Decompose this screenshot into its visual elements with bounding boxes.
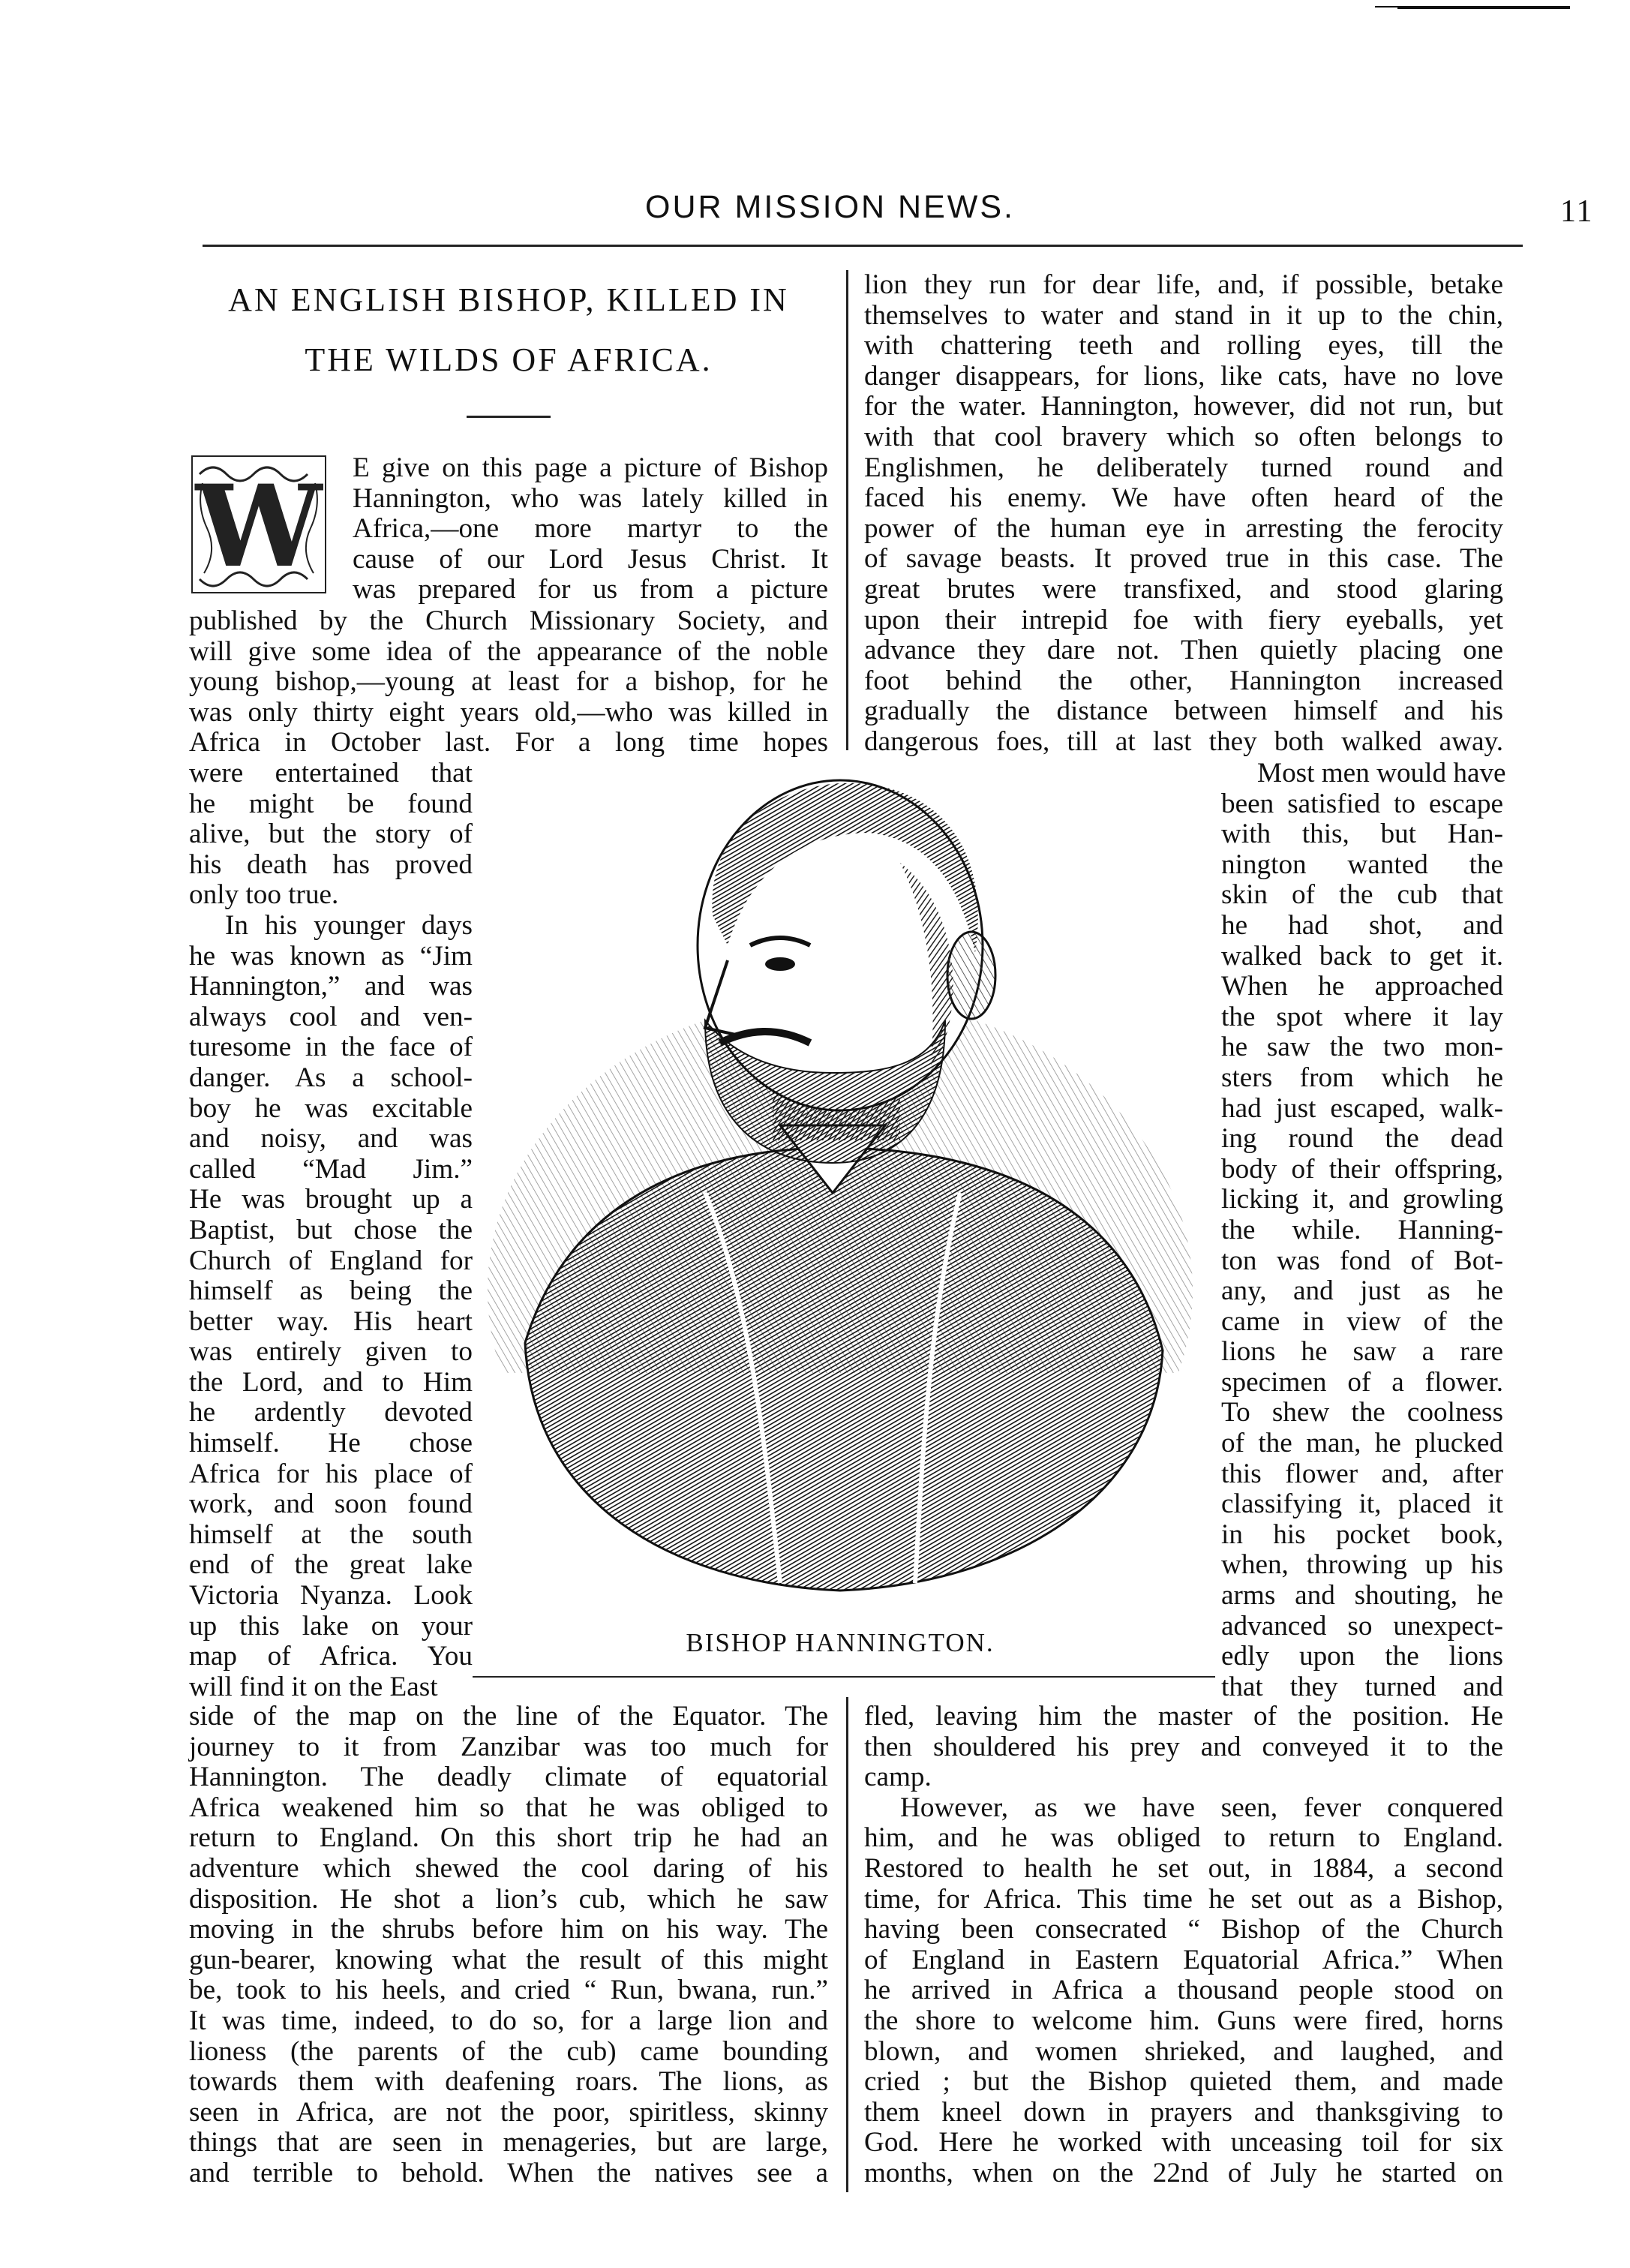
text-line: power of the human eye in arresting the ferocity [864,512,1503,544]
text-line: his death has proved [189,849,473,880]
text-line: the shore to welcome him. Guns were fired, horns [864,2005,1503,2036]
text-line: any, and just as he [1221,1275,1503,1307]
text-line: Baptist, but chose the [189,1214,473,1245]
text-line: faced his enemy. We have often heard of the [864,482,1503,514]
text-line: danger. As a school- [189,1062,473,1093]
text-line: with this, but Han- [1221,819,1503,850]
left-column-block-b [189,1702,828,2189]
text-line: classifying it, placed it [1221,1488,1503,1520]
text-line: Hannington,” and was [189,971,473,1002]
text-line: Victoria Nyanza. Look [189,1580,473,1612]
text-line: gradually the distance between himself and his [864,695,1503,727]
text-line: God. Here he worked with unceasing toil for six [864,2127,1503,2158]
portrait-engraving [480,773,1200,1606]
text-line: When he approached [1221,971,1503,1002]
text-line: and terrible to behold. When the natives see a [189,2157,828,2188]
text-line: side of the map on the line of the Equator. The [189,1701,828,1732]
text-line: will give some idea of the appearance of the noble [189,635,828,667]
text-line: been satisfied to escape [1221,788,1503,819]
text-line: arms and shouting, he [1221,1580,1503,1612]
text-line: that they turned and [1221,1671,1503,1702]
text-line: published by the Church Missionary Society, and [189,605,828,636]
text-line: always cool and ven- [189,1001,473,1032]
text-line: only too true. [189,879,339,911]
page-number: 11 [1560,194,1594,229]
text-line: specimen of a flower. [1221,1366,1503,1398]
text-line: things that are seen in menageries, but are large, [189,2127,828,2158]
text-line: Africa weakened him so that he was obliged to [189,1792,828,1823]
text-line: him, and he was obliged to return to England. [864,1822,1503,1854]
text-line: skin of the cub that [1221,879,1503,911]
text-line: advanced so unexpect- [1221,1610,1503,1642]
text-line: seen in Africa, are not the poor, spiritless, skinny [189,2096,828,2128]
dropcap-letter: W [195,461,323,593]
text-line: Hannington, who was lately killed in [353,482,828,514]
text-line: Restored to health he set out, in 1884, a second [864,1852,1503,1884]
text-line: walked back to get it. [1221,940,1503,972]
text-line: called “Mad Jim.” [189,1153,473,1185]
text-line: Englishmen, he deliberately turned round and [864,452,1503,483]
text-line: of savage beasts. It proved true in this case. The [864,543,1503,575]
text-line: himself as being the [189,1275,473,1307]
dropcap-paragraph-lines [353,453,828,605]
text-line: months, when on the 22nd of July he started on [864,2157,1503,2188]
text-line: himself. He chose [189,1428,473,1459]
text-line: adventure which shewed the cool daring of his [189,1852,828,1884]
text-line: in his pocket book, [1221,1519,1503,1550]
text-line: disposition. He shot a lion’s cub, which he saw [189,1883,828,1915]
text-line: blown, and women shrieked, and laughed, and [864,2035,1503,2067]
text-line: himself at the south [189,1519,473,1550]
text-line: edly upon the lions [1221,1641,1503,1672]
text-line: E give on this page a picture of Bishop [353,452,828,483]
text-line: had just escaped, walk- [1221,1092,1503,1124]
text-line: then shouldered his prey and conveyed it to the [864,1731,1503,1762]
headline-line-1: AN ENGLISH BISHOP, KILLED IN [228,281,789,318]
column-rule-bottom [846,1697,848,2192]
text-line: lions he saw a rare [1221,1336,1503,1368]
text-line: cause of our Lord Jesus Christ. It [353,543,828,575]
text-line: ing round the dead [1221,1123,1503,1155]
text-line: came in view of the [1221,1305,1503,1337]
text-line: with that cool bravery which so often belongs to [864,421,1503,452]
text-line: Church of England for [189,1245,473,1276]
text-line: the while. Hanning- [1221,1214,1503,1245]
top-ornament-rule-short [1375,6,1405,8]
text-line: alive, but the story of [189,819,473,850]
text-line: he might be found [189,788,473,819]
text-line: for the water. Hannington, however, did not run, but [864,391,1503,422]
text-line: having been consecrated “ Bishop of the Church [864,1914,1503,1945]
text-line: fled, leaving him the master of the position. He [864,1701,1503,1732]
text-line: turesome in the face of [189,1032,473,1063]
text-line: when, throwing up his [1221,1549,1503,1581]
text-line: he was known as “Jim [189,940,473,972]
text-line: journey to it from Zanzibar was too much for [189,1731,828,1762]
text-line: work, and soon found [189,1488,473,1520]
text-line: camp. [864,1762,932,1793]
text-line: dangerous foes, till at last they both walked away. [864,725,1503,757]
left-column-block-a [189,606,828,759]
text-line: he ardently devoted [189,1397,473,1428]
text-line: he arrived in Africa a thousand people stood on [864,1975,1503,2006]
text-line: return to England. On this short trip he had an [189,1822,828,1854]
text-line: cried ; but the Bishop quieted them, and made [864,2066,1503,2098]
text-line: To shew the coolness [1221,1397,1503,1428]
right-column-block-b [864,1702,1503,2189]
left-narrow-column [189,759,473,1702]
portrait-caption: BISHOP HANNINGTON. [686,1628,995,1657]
article-headline [189,270,828,390]
text-line: foot behind the other, Hannington increased [864,665,1503,696]
text-line: body of their offspring, [1221,1153,1503,1185]
dropcap-ornament [189,453,329,596]
text-line: time, for Africa. This time he set out as a Bishop, [864,1883,1503,1915]
caption-rule [473,1676,1215,1678]
text-line: In his younger days [225,909,473,941]
text-line: Africa in October last. For a long time hopes [189,727,828,759]
text-line: nington wanted the [1221,849,1503,880]
text-line: It was time, indeed, to do so, for a large lion and [189,2005,828,2036]
text-line: better way. His heart [189,1305,473,1337]
text-line: were entertained that [189,758,473,789]
text-line: end of the great lake [189,1549,473,1581]
text-line: he saw the two mon- [1221,1032,1503,1063]
text-line: and noisy, and was [189,1123,473,1155]
text-line: them kneel down in prayers and thanksgiving to [864,2096,1503,2128]
text-line: map of Africa. You [189,1641,473,1672]
text-line: Africa for his place of [189,1458,473,1489]
header-rule [203,245,1523,247]
text-line: However, as we have seen, fever conquered [900,1792,1503,1823]
text-line: ton was fond of Bot- [1221,1245,1503,1276]
text-line: advance they dare not. Then quietly placing one [864,635,1503,666]
ornamental-dropcap [189,453,329,596]
text-line: will find it on the East [189,1671,438,1702]
text-line: Most men would have [1257,758,1506,789]
bishop-portrait-illustration [480,773,1200,1606]
text-line: sters from which he [1221,1062,1503,1093]
running-head: OUR MISSION NEWS. [645,189,1015,225]
text-line: themselves to water and stand in it up to the chin, [864,299,1503,331]
text-line: licking it, and growling [1221,1184,1503,1215]
text-line: great brutes were transfixed, and stood glaring [864,573,1503,605]
text-line: towards them with deafening roars. The lions, as [189,2066,828,2098]
top-ornament-rule [1397,6,1570,9]
text-line: young bishop,—young at least for a bishop, for he [189,666,828,698]
text-line: the Lord, and to Him [189,1366,473,1398]
text-line: He was brought up a [189,1184,473,1215]
headline-line-2: THE WILDS OF AFRICA. [305,341,713,378]
text-line: boy he was excitable [189,1092,473,1124]
right-column-block-a [864,270,1503,758]
text-line: he had shot, and [1221,909,1503,941]
text-line: Hannington. The deadly climate of equatorial [189,1762,828,1793]
text-line: be, took to his heels, and cried “ Run, bwana, run.” [189,1975,828,2006]
text-line: this flower and, after [1221,1458,1503,1489]
text-line: of England in Eastern Equatorial Africa.” When [864,1944,1503,1975]
text-line: was entirely given to [189,1336,473,1368]
text-line: of the man, he plucked [1221,1428,1503,1459]
text-line: up this lake on your [189,1610,473,1642]
text-line: the spot where it lay [1221,1001,1503,1032]
right-narrow-column [1221,758,1506,1702]
text-line: danger disappears, for lions, like cats, have no love [864,360,1503,392]
column-rule-top [846,270,848,750]
text-line: upon their intrepid foe with fiery eyeballs, yet [864,604,1503,635]
text-line: with chattering teeth and rolling eyes, till the [864,330,1503,362]
headline-rule [467,416,551,418]
text-line: Africa,—one more martyr to the [353,513,828,545]
text-line: lion they run for dear life, and, if possible, betake [864,269,1503,300]
text-line: lioness (the parents of the cub) came bounding [189,2035,828,2067]
text-line: was prepared for us from a picture [353,574,828,605]
text-line: was only thirty eight years old,—who was killed in [189,696,828,728]
text-line: gun-bearer, knowing what the result of this might [189,1944,828,1975]
text-line: moving in the shrubs before him on his way. The [189,1914,828,1945]
